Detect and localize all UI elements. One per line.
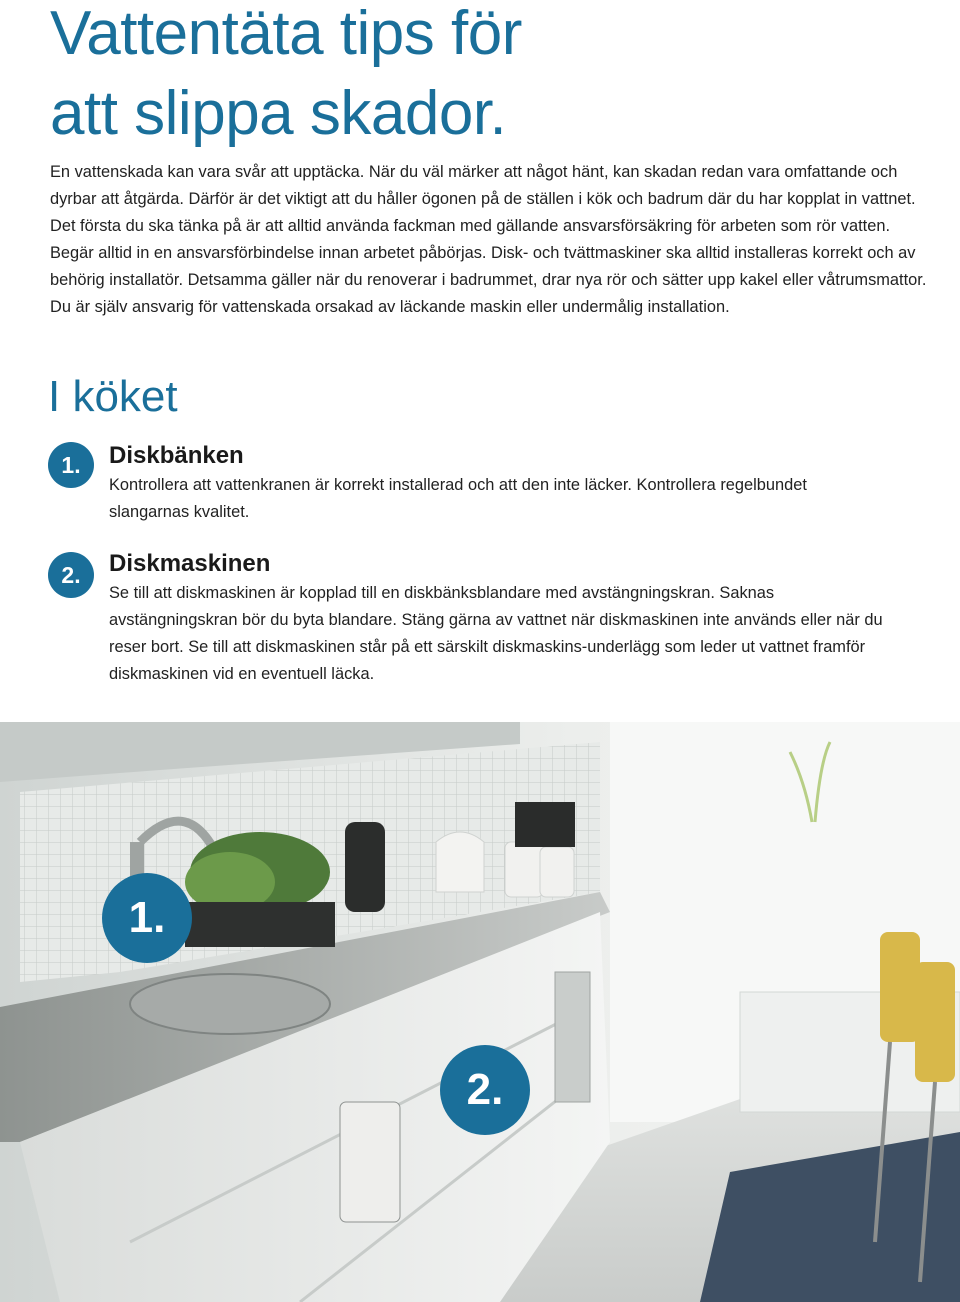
tip-title: Diskmaskinen [109,550,271,577]
section-heading: I köket [48,372,178,421]
number-badge: 2. [48,552,94,598]
kitchen-photo [0,722,960,1302]
page-title [50,0,522,154]
tip-title: Diskbänken [109,442,244,469]
kitchen-illustration [0,722,960,1302]
tip-body: Se till att diskmaskinen är kopplad till en diskbänksblandare med avstängningskran. Saknas avstängningskran bör du byta blandare. Stäng gärna av vattnet när diskmaskinen inte används eller när du reser bort. Se till att diskmaskinen står på ett särskilt diskmaskins-underlägg som leder ut vattnet framför diskmaskinen vid en eventuell läcka. [109,584,883,683]
photo-marker-1: 1. [102,873,192,963]
tip-body: Kontrollera att vattenkranen är korrekt installerad och att den inte läcker. Kontrollera regelbundet slangarnas kvalitet. [109,476,807,521]
photo-marker-2: 2. [440,1045,530,1135]
title-line-2: att slippa skador. [50,79,507,148]
intro-paragraph: En vattenskada kan vara svår att upptäcka. När du väl märker att något hänt, kan skadan redan vara omfattande och dyrbar att åtgärda. Därför är det viktigt att du håller ögonen på de ställen i kök och badrum där du har kopplat in vattnet. Det första du ska tänka på är att alltid använda fackman med gällande ansvarsförsäkring för arbeten som rör vatten. Begär alltid in en ansvarsförbindelse innan arbetet påbörjas. Disk- och tvättmaskiner ska alltid installeras korrekt och av behörig installatör. Detsamma gäller när du renoverar i badrummet, drar nya rör och sätter upp kakel eller våtrumsmattor. Du är själv ansvarig för vattenskada orsakad av läckande maskin eller undermålig installation. [50,163,927,316]
title-line-1: Vattentäta tips för [50,0,522,68]
number-badge: 1. [48,442,94,488]
